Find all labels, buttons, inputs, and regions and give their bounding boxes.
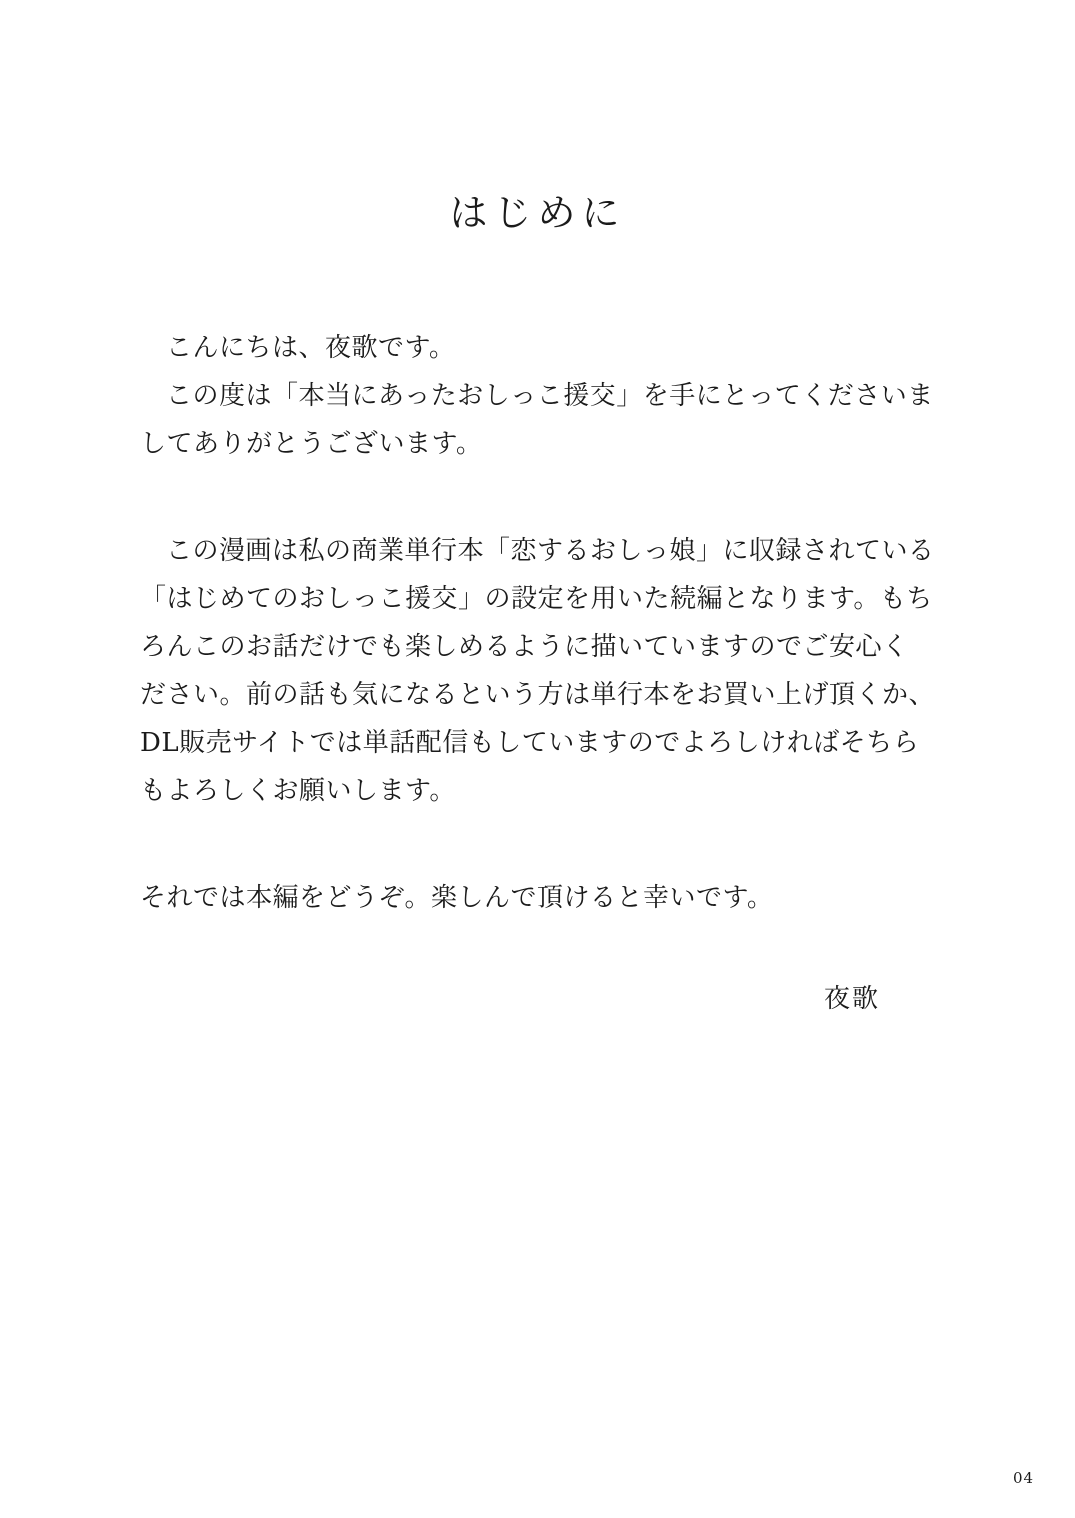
paragraph [140,874,912,922]
paragraph [140,324,912,372]
text-line: してありがとうございます。 [140,429,483,459]
text-line: ろんこのお話だけでも楽しめるように描いていますのでご安心く [140,632,909,662]
text-line: ださい。前の話も気になるという方は単行本をお買い上げ頂くか、 [140,680,936,710]
paragraph [140,372,934,468]
author-signature: 夜歌 [823,984,880,1014]
text-line: 「はじめてのおしっこ援交」の設定を用いた続編となります。もち [140,584,933,614]
text-line: DL販売サイトでは単話配信もしていますのでよろしければそちら [140,728,920,758]
text-line: もよろしくお願いします。 [140,776,456,806]
text-line: この度は「本当にあったおしっこ援交」を手にとってくださいま [166,381,934,411]
paragraph [140,527,936,815]
body-text [140,324,936,1023]
page-number: 04 [1013,1469,1035,1487]
page-title: はじめに [449,191,626,235]
text-line: この漫画は私の商業単行本「恋するおしっ娘」に収録されている [166,536,935,566]
text-line: それでは本編をどうぞ。楽しんで頂けると幸いです。 [140,883,774,913]
text-line: こんにちは、夜歌です。 [166,333,456,363]
